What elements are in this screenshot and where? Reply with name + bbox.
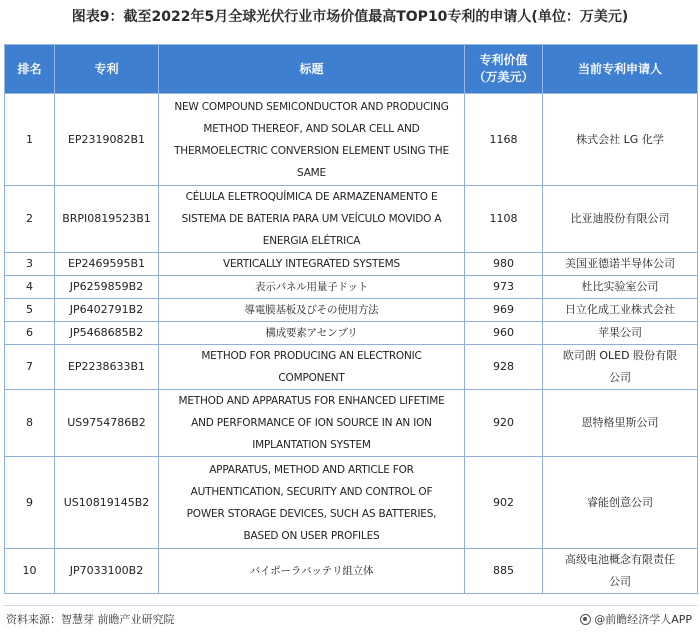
header-value-line2: （万美元） — [473, 70, 534, 84]
rank-cell: 9 — [5, 457, 55, 549]
title-cell — [159, 390, 465, 457]
title-line: AND PERFORMANCE OF ION SOURCE IN AN ION — [191, 417, 432, 429]
applicant-line: 杜比实验室公司 — [581, 280, 659, 293]
table-row — [5, 253, 698, 276]
table-header-row — [5, 45, 698, 94]
value-cell: 980 — [465, 253, 543, 276]
header-patent: 专利 — [55, 45, 159, 94]
source-note: 资料来源：智慧芽 前瞻产业研究院 — [6, 613, 175, 626]
title-cell — [159, 457, 465, 549]
table-row — [5, 457, 698, 549]
title-line: POWER STORAGE DEVICES, SUCH AS BATTERIES, — [186, 507, 437, 520]
applicant-line: 比亚迪股份有限公司 — [570, 212, 670, 225]
title-cell — [159, 186, 465, 253]
title-line: SISTEMA DE BATERIA PARA UM VEÍCULO MOVIDO A — [181, 213, 442, 225]
table-row — [5, 276, 698, 299]
title-line: THERMOELECTRIC CONVERSION ELEMENT USING THE — [174, 144, 449, 157]
table-body — [5, 94, 698, 594]
title-line: IMPLANTATION SYSTEM — [252, 439, 371, 451]
rank-cell: 2 — [5, 186, 55, 253]
table-row — [5, 322, 698, 345]
header-value — [465, 45, 543, 94]
header-rank: 排名 — [5, 45, 55, 94]
value-cell: 928 — [465, 345, 543, 390]
title-line: SAME — [297, 166, 326, 179]
title-line: APPARATUS, METHOD AND ARTICLE FOR — [209, 463, 414, 476]
title-cell — [159, 299, 465, 322]
applicant-line: 高级电池概念有限责任 — [565, 553, 675, 566]
applicant-line: 睿能创意公司 — [587, 495, 653, 509]
applicant-cell — [543, 94, 698, 186]
brand-label: @前瞻经济学人APP — [594, 613, 692, 626]
applicant-cell — [543, 457, 698, 549]
applicant-line: 美国亚德诺半导体公司 — [565, 257, 675, 270]
rank-cell: 7 — [5, 345, 55, 390]
title-line: ENERGIA ELÉTRICA — [262, 235, 361, 247]
title-line: CÉLULA ELETROQUÍMICA DE ARMAZENAMENTO E — [185, 191, 438, 203]
brand-logo-icon — [580, 614, 591, 625]
applicant-line: 苹果公司 — [598, 326, 642, 339]
title-line: 構成要素アセンブリ — [265, 327, 358, 339]
title-cell — [159, 276, 465, 299]
applicant-cell — [543, 322, 698, 345]
title-line: NEW COMPOUND SEMICONDUCTOR AND PRODUCING — [174, 100, 449, 113]
title-line: AUTHENTICATION, SECURITY AND CONTROL OF — [190, 485, 433, 498]
applicant-line: 公司 — [609, 575, 631, 588]
rank-cell: 6 — [5, 322, 55, 345]
patent-number-cell: JP6259859B2 — [55, 276, 159, 299]
title-line: 表示パネル用量子ドット — [255, 281, 368, 293]
applicant-line: 恩特格里斯公司 — [581, 416, 659, 429]
brand-mark — [580, 611, 692, 627]
title-line: METHOD AND APPARATUS FOR ENHANCED LIFETIME — [178, 395, 445, 407]
title-line: 導電膜基板及びその使用方法 — [244, 304, 379, 316]
applicant-cell — [543, 186, 698, 253]
footer-divider — [4, 605, 697, 606]
title-cell — [159, 549, 465, 594]
value-cell: 1108 — [465, 186, 543, 253]
title-cell — [159, 345, 465, 390]
header-applicant: 当前专利申请人 — [543, 45, 698, 94]
header-value-line1: 专利价值 — [479, 53, 528, 67]
applicant-cell — [543, 390, 698, 457]
applicant-line: 日立化成工业株式会社 — [565, 303, 675, 316]
patent-number-cell: JP7033100B2 — [55, 549, 159, 594]
table-row — [5, 94, 698, 186]
applicant-cell — [543, 345, 698, 390]
table-row — [5, 390, 698, 457]
title-line: METHOD FOR PRODUCING AN ELECTRONIC — [201, 350, 422, 362]
rank-cell: 1 — [5, 94, 55, 186]
patent-number-cell: EP2469595B1 — [55, 253, 159, 276]
patent-number-cell: US9754786B2 — [55, 390, 159, 457]
rank-cell: 4 — [5, 276, 55, 299]
applicant-cell — [543, 276, 698, 299]
value-cell: 973 — [465, 276, 543, 299]
patent-table — [4, 44, 698, 594]
value-cell: 969 — [465, 299, 543, 322]
table-row — [5, 299, 698, 322]
title-cell — [159, 253, 465, 276]
applicant-cell — [543, 549, 698, 594]
rank-cell: 5 — [5, 299, 55, 322]
applicant-line: 株式会社 LG 化学 — [576, 132, 664, 146]
patent-number-cell: JP5468685B2 — [55, 322, 159, 345]
page-title: 图表9：截至2022年5月全球光伏行业市场价值最高TOP10专利的申请人(单位：万美元) — [71, 9, 629, 25]
applicant-cell — [543, 253, 698, 276]
table-row — [5, 345, 698, 390]
applicant-line: 欧司朗 OLED 股份有限 — [562, 349, 678, 362]
title-cell — [159, 94, 465, 186]
title-line: VERTICALLY INTEGRATED SYSTEMS — [223, 258, 400, 270]
title-line: COMPONENT — [278, 372, 345, 384]
rank-cell: 10 — [5, 549, 55, 594]
value-cell: 885 — [465, 549, 543, 594]
patent-number-cell: US10819145B2 — [55, 457, 159, 549]
applicant-line: 公司 — [609, 371, 631, 384]
title-cell — [159, 322, 465, 345]
title-line: バイポーラバッテリ組立体 — [249, 565, 374, 577]
applicant-cell — [543, 299, 698, 322]
table-row — [5, 549, 698, 594]
title-line: BASED ON USER PROFILES — [243, 529, 380, 542]
patent-number-cell: EP2238633B1 — [55, 345, 159, 390]
title-line: METHOD THEREOF, AND SOLAR CELL AND — [203, 122, 420, 135]
table-row — [5, 186, 698, 253]
value-cell: 920 — [465, 390, 543, 457]
header-title: 标题 — [159, 45, 465, 94]
value-cell: 1168 — [465, 94, 543, 186]
patent-number-cell: EP2319082B1 — [55, 94, 159, 186]
value-cell: 960 — [465, 322, 543, 345]
patent-number-cell: BRPI0819523B1 — [55, 186, 159, 253]
patent-number-cell: JP6402791B2 — [55, 299, 159, 322]
value-cell: 902 — [465, 457, 543, 549]
rank-cell: 3 — [5, 253, 55, 276]
rank-cell: 8 — [5, 390, 55, 457]
